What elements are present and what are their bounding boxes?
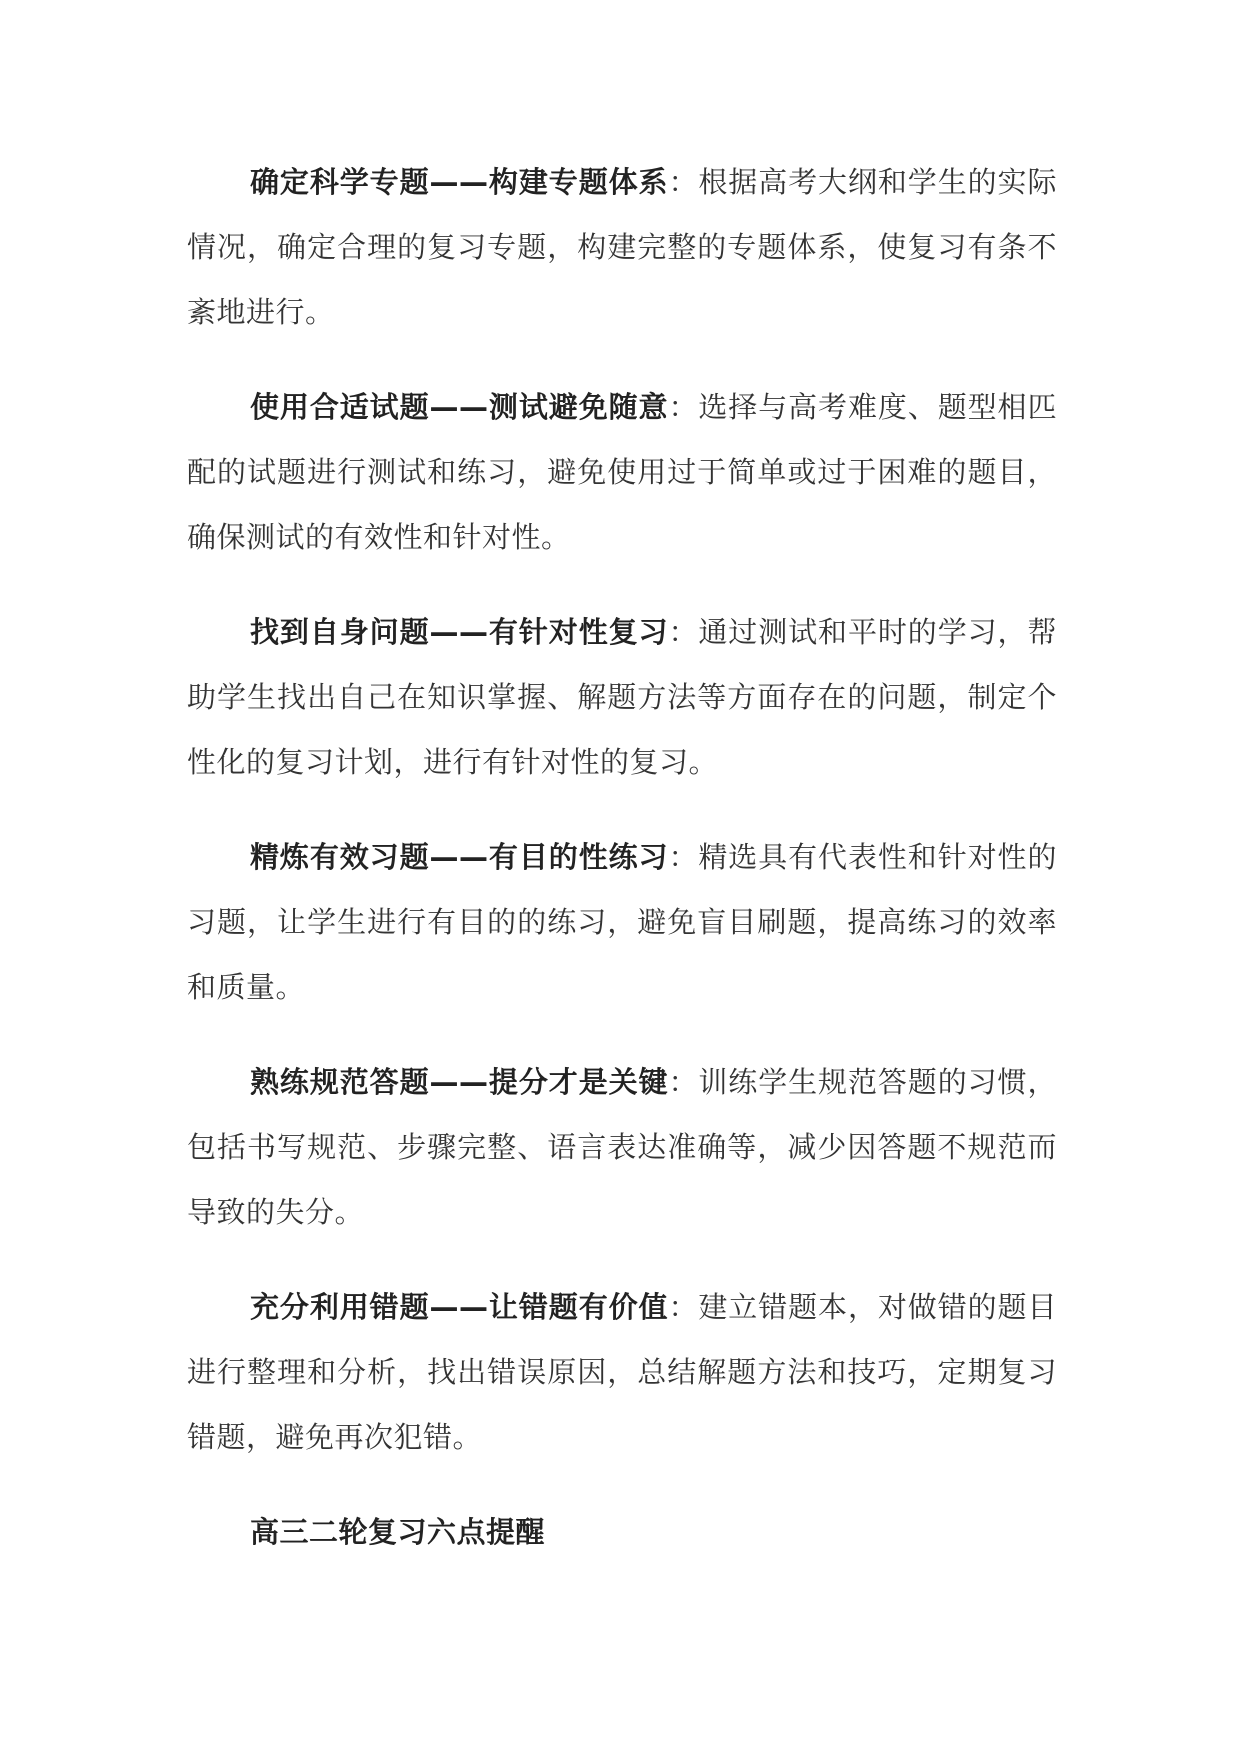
section-paragraph-6 [187,1275,1057,1470]
section-body-1: ：根据高考大纲和学生的实际情况，确定合理的复习专题，构建完整的专题体系，使复习有条不紊地进行。 [187,165,1057,329]
section-lead-3: 找到自身问题——有针对性复习 [250,615,669,649]
section-lead-2: 使用合适试题——测试避免随意 [250,390,669,424]
document-page [187,150,1057,1565]
section-body-4: ：精选具有代表性和针对性的习题，让学生进行有目的的练习，避免盲目刷题，提高练习的效率和质量。 [187,840,1057,1004]
section-lead-6: 充分利用错题——让错题有价值 [250,1290,669,1324]
section-lead-4: 精炼有效习题——有目的性练习 [250,840,669,874]
section-paragraph-1 [187,150,1057,345]
section-paragraph-3 [187,600,1057,795]
section-body-6: ：建立错题本，对做错的题目进行整理和分析，找出错误原因，总结解题方法和技巧，定期复习错题，避免再次犯错。 [187,1290,1057,1454]
section-body-2: ：选择与高考难度、题型相匹配的试题进行测试和练习，避免使用过于简单或过于困难的题目，确保测试的有效性和针对性。 [187,390,1057,554]
section-lead-1: 确定科学专题——构建专题体系 [250,165,669,199]
section-paragraph-2 [187,375,1057,570]
section-paragraph-5 [187,1050,1057,1245]
section-lead-5: 熟练规范答题——提分才是关键 [250,1065,669,1099]
section-body-3: ：通过测试和平时的学习，帮助学生找出自己在知识掌握、解题方法等方面存在的问题，制定个性化的复习计划，进行有针对性的复习。 [187,615,1057,779]
section-heading: 高三二轮复习六点提醒 [250,1515,546,1549]
section-body-5: ：训练学生规范答题的习惯，包括书写规范、步骤完整、语言表达准确等，减少因答题不规范而导致的失分。 [187,1065,1057,1229]
section-paragraph-4 [187,825,1057,1020]
